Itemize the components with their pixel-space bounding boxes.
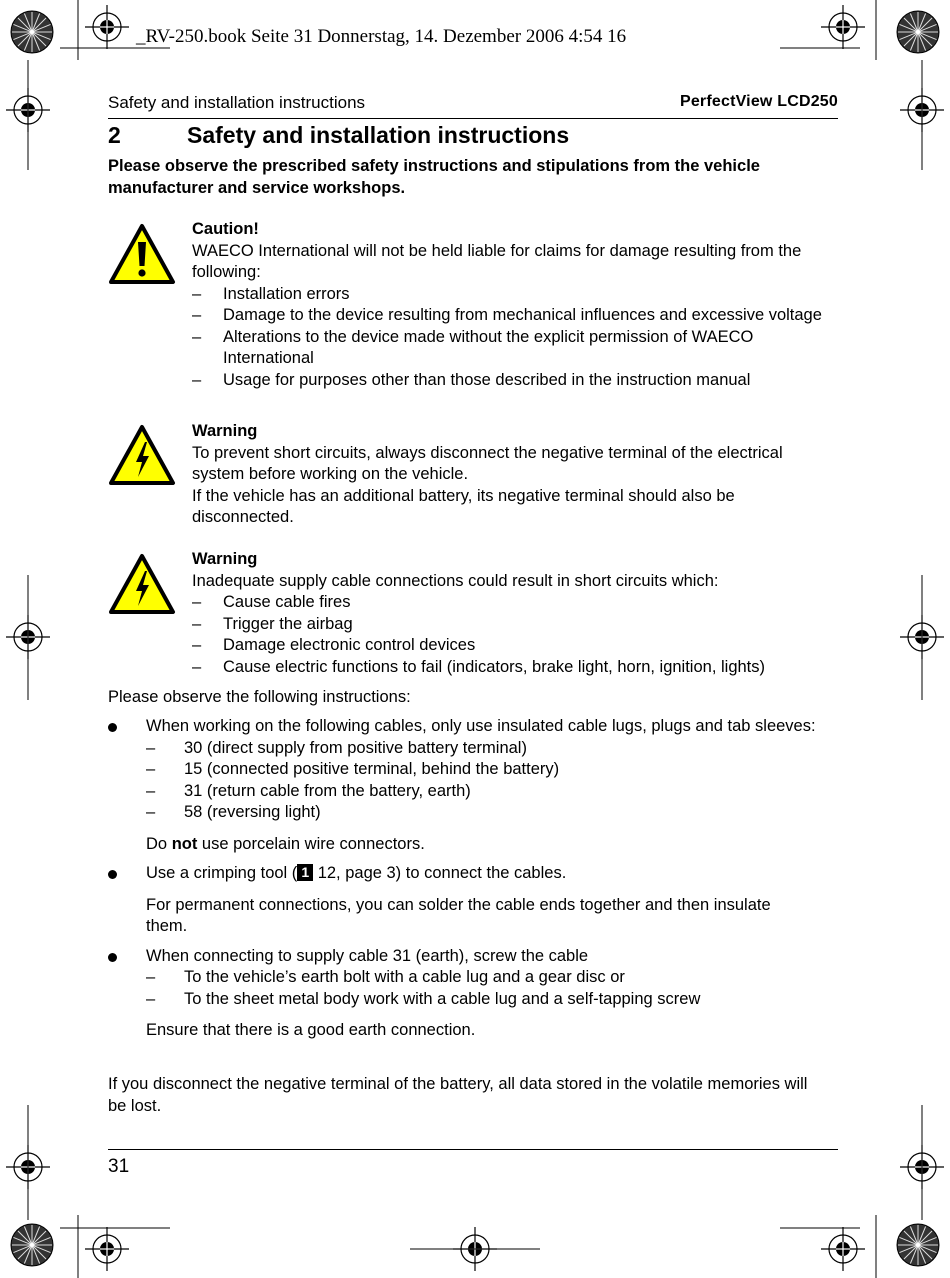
observe-line: Please observe the following instructions: xyxy=(108,688,411,706)
list-item: – Damage to the device resulting from mechanical influences and excessive voltage xyxy=(192,305,842,327)
instruction-text: When working on the following cables, only use insulated cable lugs, plugs and tab sleeves: xyxy=(146,717,816,735)
print-info: _RV-250.book Seite 31 Donnerstag, 14. Dezember 2006 4:54 16 xyxy=(136,26,627,47)
warning-block-1 xyxy=(192,421,802,529)
list-item: – Cause cable fires xyxy=(192,592,842,614)
list-item: – Alterations to the device made without the explicit permission of WAECO International xyxy=(192,327,842,370)
closing-paragraph: If you disconnect the negative terminal of the battery, all data stored in the volatile memories will be lost. xyxy=(108,1075,808,1115)
exclamation-warning-icon xyxy=(108,223,176,285)
running-header-right: PerfectView LCD250 xyxy=(679,93,838,110)
instruction-note: Ensure that there is a good earth connection. xyxy=(146,1021,476,1039)
note-text: Do xyxy=(146,834,172,853)
list-item: – To the sheet metal body work with a cable lug and a self-tapping screw xyxy=(146,989,848,1011)
instruction-note xyxy=(146,834,848,856)
intro-paragraph: Please observe the prescribed safety instructions and stipulations from the vehicle manufacturer and service workshops. xyxy=(108,157,760,197)
instruction-text: When connecting to supply cable 31 (earth), screw the cable xyxy=(146,946,589,965)
instruction-text-part: Use a crimping tool ( xyxy=(146,864,298,882)
instruction-item xyxy=(108,946,848,1042)
bullet-dot xyxy=(108,723,117,732)
list-item: – 15 (connected positive terminal, behind the battery) xyxy=(146,759,848,781)
figure-reference-badge: 1 xyxy=(297,864,313,881)
running-header-left: Safety and installation instructions xyxy=(108,93,366,112)
caution-block xyxy=(192,219,842,391)
header-rule xyxy=(108,118,838,119)
note-emphasis: not xyxy=(171,834,198,853)
warning-heading: Warning xyxy=(192,550,258,568)
caution-heading: Caution! xyxy=(192,220,259,238)
list-item: – 31 (return cable from the battery, earth) xyxy=(146,781,848,803)
bullet-dot xyxy=(108,870,117,879)
caution-text: WAECO International will not be held liable for claims for damage resulting from the following: xyxy=(192,241,802,281)
list-item: – 30 (direct supply from positive battery terminal) xyxy=(146,738,848,760)
list-item: – 58 (reversing light) xyxy=(146,802,848,824)
list-item: – Installation errors xyxy=(192,284,842,306)
list-item: – Cause electric functions to fail (indicators, brake light, horn, ignition, lights) xyxy=(192,657,842,679)
list-item: – Damage electronic control devices xyxy=(192,635,842,657)
page-number: 31 xyxy=(108,1156,130,1177)
list-item: – Usage for purposes other than those described in the instruction manual xyxy=(192,370,842,392)
warning-block-2 xyxy=(192,549,842,678)
electric-hazard-icon xyxy=(108,424,176,486)
instruction-item xyxy=(108,716,848,855)
warning-heading: Warning xyxy=(192,422,258,440)
instruction-text-part: 12, page 3) to connect the cables. xyxy=(313,864,567,882)
bullet-dot xyxy=(108,953,117,962)
section-title: Safety and installation instructions xyxy=(187,122,570,148)
instruction-item xyxy=(108,863,848,938)
warning-text: If the vehicle has an additional battery, its negative terminal should also be disconnected. xyxy=(192,486,735,526)
note-text: use porcelain wire connectors. xyxy=(197,834,425,853)
section-number: 2 xyxy=(108,122,121,148)
list-item: – Trigger the airbag xyxy=(192,614,842,636)
list-item: – To the vehicle’s earth bolt with a cable lug and a gear disc or xyxy=(146,967,848,989)
instruction-list xyxy=(108,716,848,1042)
warning-text: To prevent short circuits, always disconnect the negative terminal of the electrical system before working on the vehicle. xyxy=(192,443,783,483)
instruction-note: For permanent connections, you can solder the cable ends together and then insulate them. xyxy=(146,895,771,935)
footer-rule xyxy=(108,1149,838,1150)
warning-text: Inadequate supply cable connections could result in short circuits which: xyxy=(192,571,719,590)
instruction-text xyxy=(146,863,848,885)
electric-hazard-icon xyxy=(108,553,176,615)
